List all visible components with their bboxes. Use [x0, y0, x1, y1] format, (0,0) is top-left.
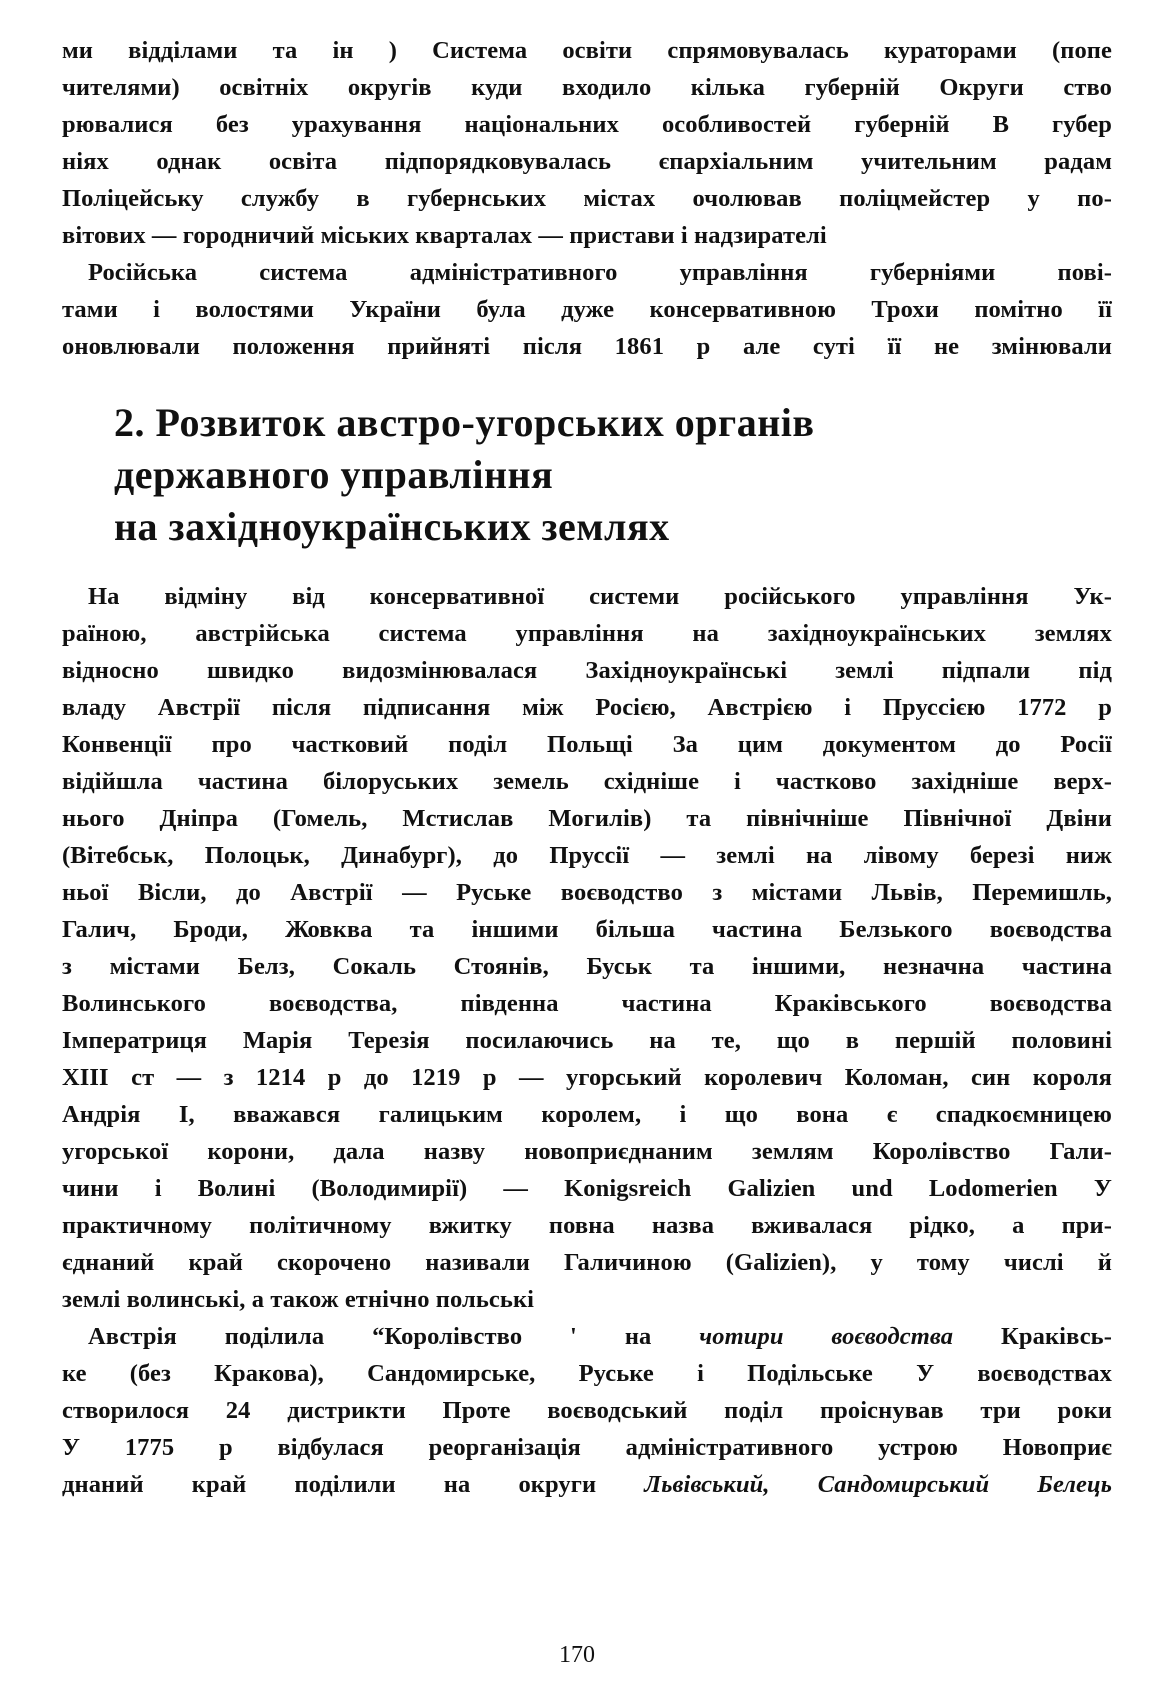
- text-line: відійшла частина білоруських земель східніше і частково західніше верх-: [62, 768, 1112, 795]
- text-line: ніях однак освіта підпорядковувалась єпархіальним учительним радам: [62, 148, 1112, 175]
- text-line: ньої Вісли, до Австрії — Руське воєводство з містами Львів, Перемишль,: [62, 879, 1112, 906]
- text-line: чителями) освітніх округів куди входило кілька губерній Округи ство: [62, 74, 1112, 101]
- italic-term: Львівський, Сандомирський Белець: [644, 1471, 1112, 1498]
- page-number: 170: [559, 1642, 595, 1668]
- section-heading-line: державного управління: [114, 452, 554, 497]
- text-line: нього Дніпра (Гомель, Мстислав Могилів) та північніше Північної Двіни: [62, 805, 1112, 832]
- text-line: Волинського воєводства, південна частина Краківського воєводства: [62, 990, 1112, 1017]
- text-span: днаний край поділили на округи: [62, 1471, 645, 1498]
- text-line: Імператриця Марія Терезія посилаючись на те, що в першій половині: [62, 1027, 1112, 1054]
- text-line: тами і волостями України була дуже консервативною Трохи помітно її: [62, 296, 1112, 323]
- text-line: Російська система адміністративного управління губерніями пові-: [88, 259, 1112, 286]
- text-line: Андрія І, вважався галицьким королем, і що вона є спадкоємницею: [62, 1101, 1112, 1128]
- text-line: На відміну від консервативної системи російського управління Ук-: [88, 583, 1112, 610]
- text-line: [88, 1320, 1112, 1354]
- text-line: Поліцейську службу в губернських містах очолював поліцмейстер у по-: [62, 185, 1112, 212]
- text-line: Конвенції про частковий поділ Польщі За цим документом до Росії: [62, 731, 1112, 758]
- text-line: практичному політичному вжитку повна назва вживалася рідко, а при-: [62, 1212, 1112, 1239]
- text-line: з містами Белз, Сокаль Стоянів, Буськ та іншими, незначна частина: [62, 953, 1112, 980]
- section-heading-line: 2. Розвиток австро-угорських органів: [114, 400, 815, 445]
- text-line: Галич, Броди, Жовква та іншими більша частина Белзького воєводства: [62, 916, 1112, 943]
- text-span: Краківсь-: [953, 1323, 1112, 1350]
- text-line: ке (без Кракова), Сандомирське, Руське і Подільське У воєводствах: [62, 1360, 1112, 1387]
- text-span: Австрія поділила “Королівство ' на: [88, 1323, 700, 1350]
- text-line: угорської корони, дала назву новоприєднаним землям Королівство Гали-: [62, 1138, 1112, 1165]
- text-line: XIII ст — з 1214 р до 1219 р — угорський королевич Коломан, син короля: [62, 1064, 1112, 1091]
- italic-term: чотири воєводства: [699, 1323, 954, 1350]
- text-line: ми відділами та ін ) Система освіти спрямовувалась кураторами (попе: [62, 37, 1112, 64]
- text-line: вітових — городничий міських кварталах — пристави і надзирателі: [62, 222, 827, 249]
- text-line: рювалися без урахування національних особливостей губерній В губер: [62, 111, 1112, 138]
- text-line: чини і Волині (Володимирії) — Konigsreich Galizien und Lodomerien У: [62, 1175, 1112, 1202]
- text-line: створилося 24 дистрикти Проте воєводський поділ проіснував три роки: [62, 1397, 1112, 1424]
- text-line: єднаний край скорочено називали Галичиною (Galizien), у тому числі й: [62, 1249, 1112, 1276]
- text-line: раїною, австрійська система управління на західноукраїнських землях: [62, 620, 1112, 647]
- text-line: відносно швидко видозмінювалася Західноукраїнські землі підпали під: [62, 657, 1112, 684]
- text-line: землі волинські, а також етнічно польські: [62, 1286, 535, 1313]
- text-line: У 1775 р відбулася реорганізація адміністративного устрою Новоприє: [62, 1434, 1112, 1461]
- text-line: [62, 1468, 1112, 1502]
- section-heading-line: на західноукраїнських землях: [114, 504, 670, 549]
- text-line: (Вітебськ, Полоцьк, Динабург), до Пруссії — землі на лівому березі ниж: [62, 842, 1112, 869]
- text-line: владу Австрії після підписання між Росією, Австрією і Пруссією 1772 р: [62, 694, 1112, 721]
- text-line: оновлювали положення прийняті після 1861 р але суті її не змінювали: [62, 333, 1112, 360]
